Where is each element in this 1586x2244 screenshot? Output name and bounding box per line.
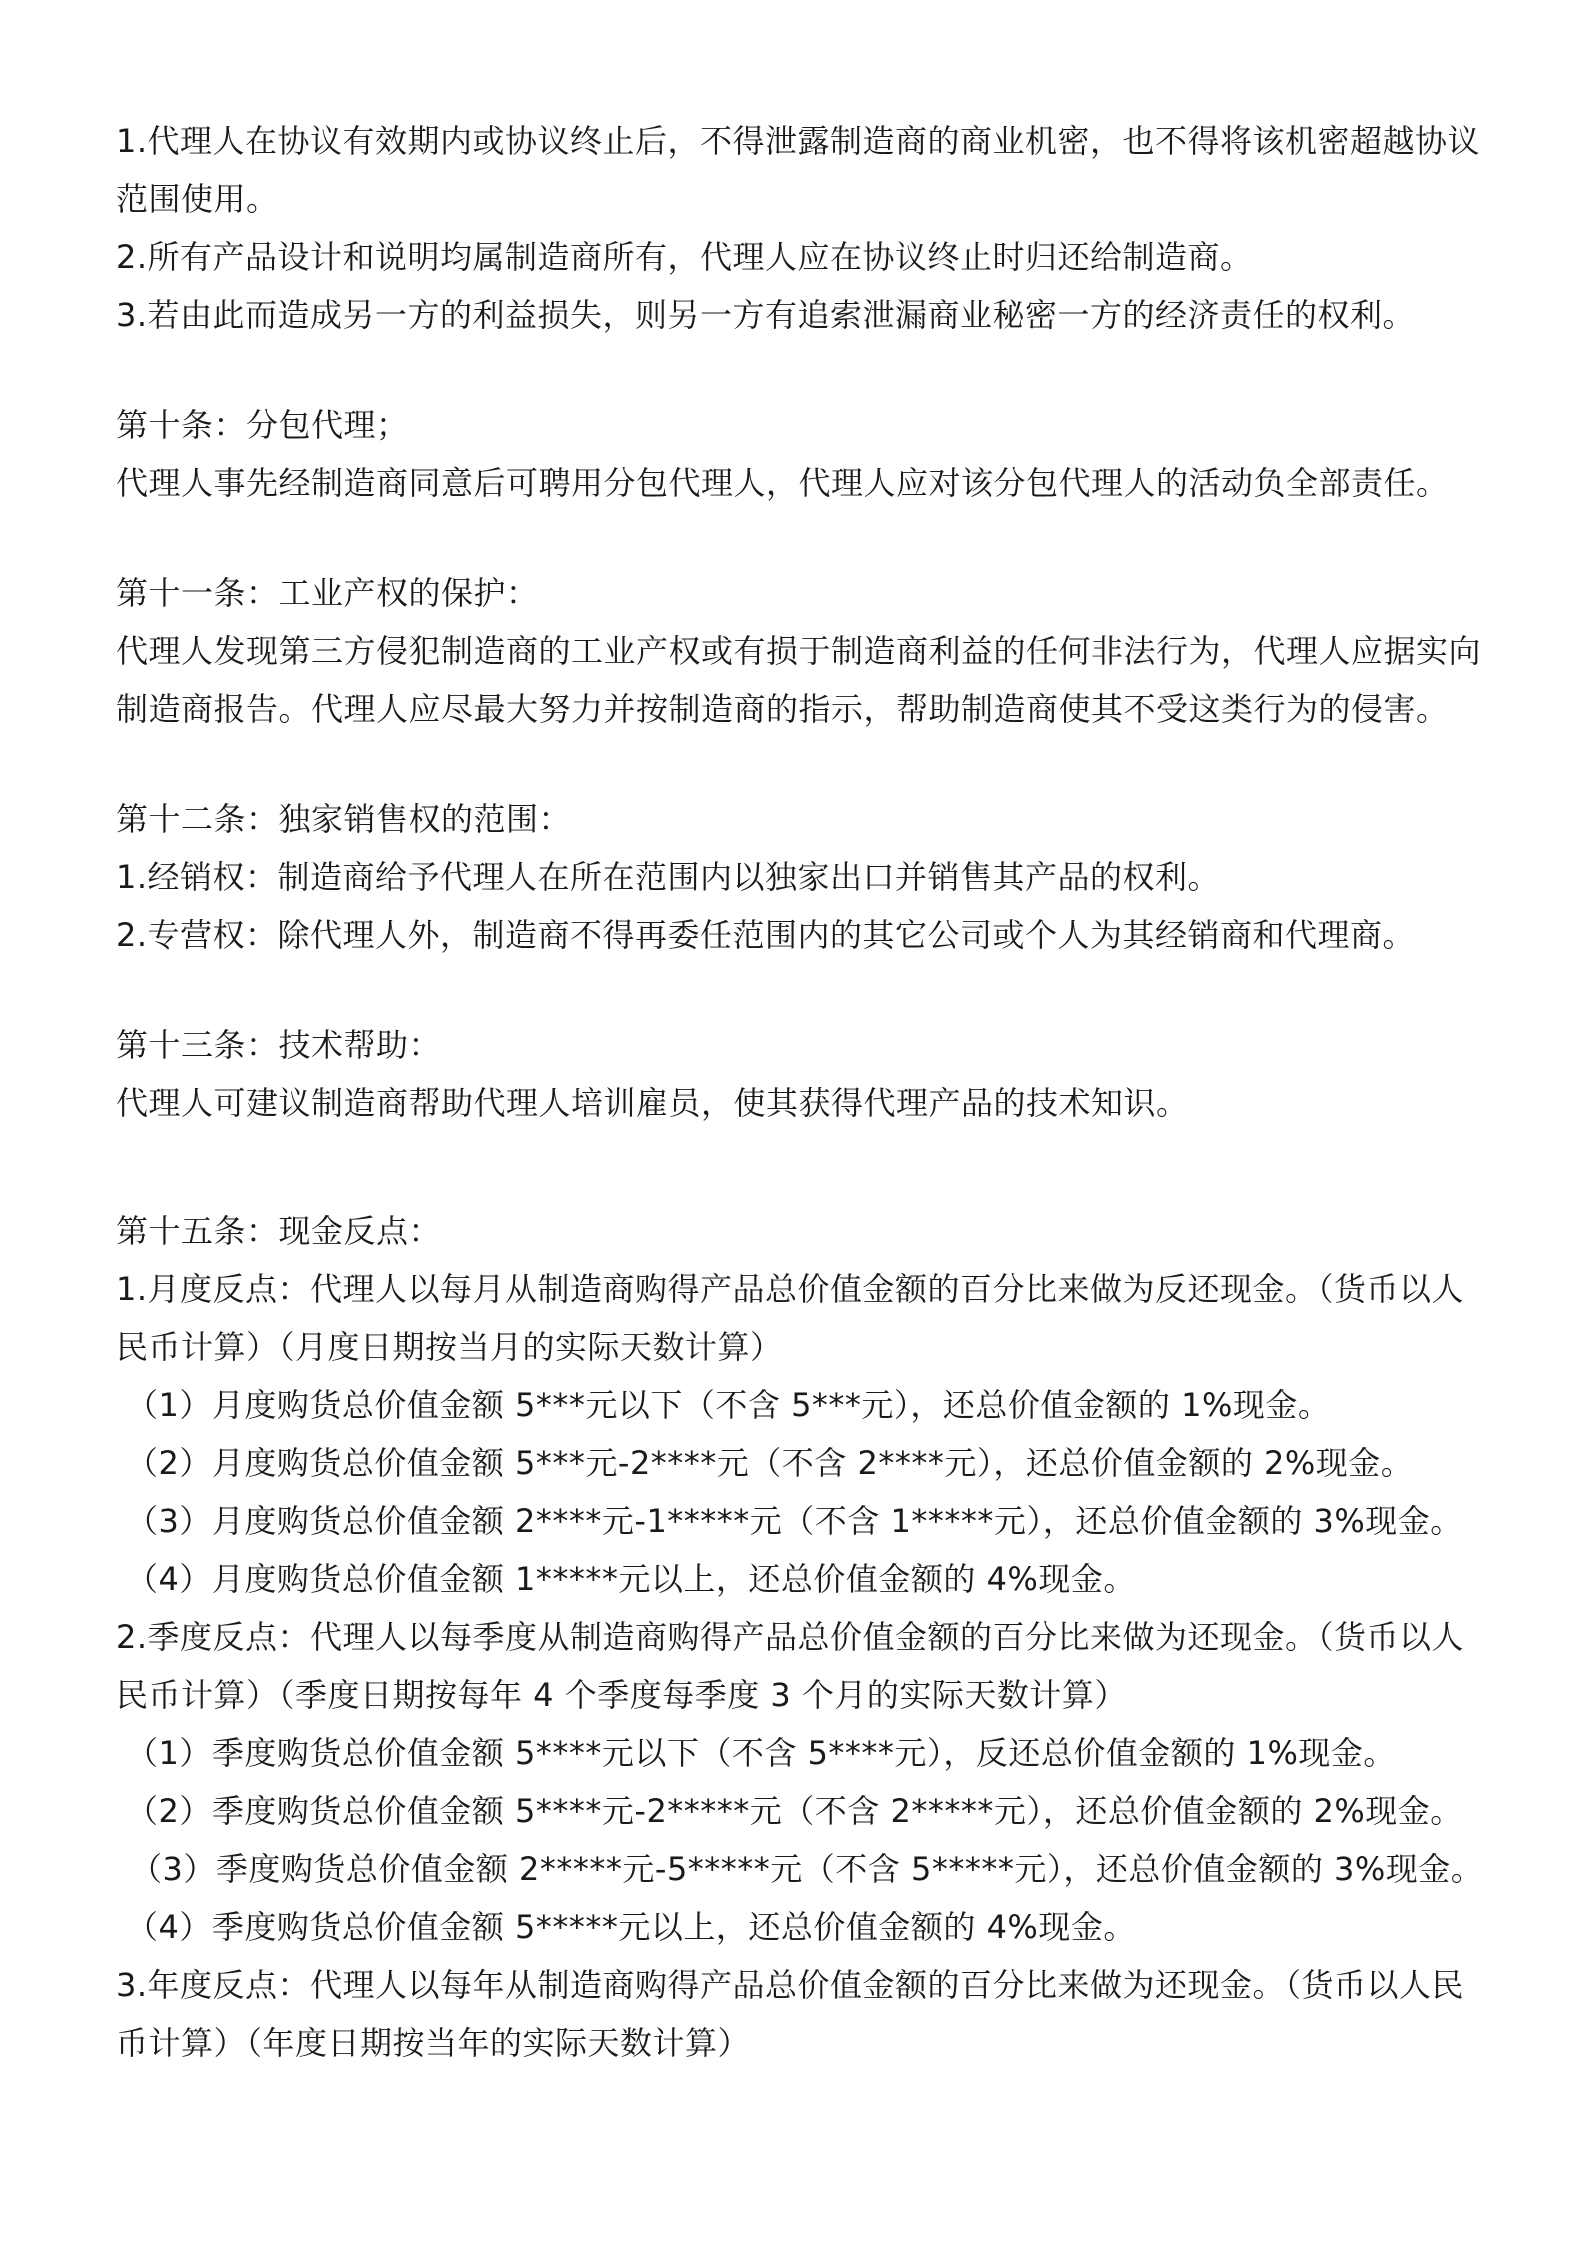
- clause12-title: 第十二条：独家销售权的范围：: [116, 800, 572, 838]
- clause13-body: 代理人可建议制造商帮助代理人培训雇员，使其获得代理产品的技术知识。: [116, 1084, 1189, 1122]
- clause15-monthly-item-3: （3）月度购货总价值金额 2****元-1*****元（不含 1*****元），还总价值金额的 3%现金。: [126, 1502, 1463, 1540]
- clause15-title: 第十五条：现金反点：: [116, 1212, 442, 1250]
- clause15-monthly-intro: 1.月度反点：代理人以每月从制造商购得产品总价值金额的百分比来做为反还现金。（货币以人民币计算）（月度日期按当月的实际天数计算）: [116, 1270, 1465, 1366]
- clause10-body: 代理人事先经制造商同意后可聘用分包代理人，代理人应对该分包代理人的活动负全部责任。: [116, 464, 1449, 502]
- clause15-quarterly-item-3: （3）季度购货总价值金额 2*****元-5*****元（不含 5*****元），还总价值金额的 3%现金。: [130, 1850, 1484, 1888]
- clause12-paragraph-1: 1.经销权：制造商给予代理人在所在范围内以独家出口并销售其产品的权利。: [116, 858, 1221, 896]
- clause9-paragraph-1: 1.代理人在协议有效期内或协议终止后，不得泄露制造商的商业机密，也不得将该机密超越协议范围使用。: [116, 122, 1481, 218]
- clause15-quarterly-item-1: （1）季度购货总价值金额 5****元以下（不含 5****元），反还总价值金额的 1%现金。: [126, 1734, 1396, 1772]
- clause15-quarterly-item-2: （2）季度购货总价值金额 5****元-2*****元（不含 2*****元），还总价值金额的 2%现金。: [126, 1792, 1463, 1830]
- clause15-quarterly-item-4: （4）季度购货总价值金额 5*****元以上，还总价值金额的 4%现金。: [126, 1908, 1136, 1946]
- clause15-monthly-item-2: （2）月度购货总价值金额 5***元-2****元（不含 2****元），还总价值金额的 2%现金。: [126, 1444, 1414, 1482]
- clause11-body: 代理人发现第三方侵犯制造商的工业产权或有损于制造商利益的任何非法行为，代理人应据实向制造商报告。代理人应尽最大努力并按制造商的指示，帮助制造商使其不受这类行为的侵害。: [116, 632, 1482, 728]
- clause15-monthly-item-1: （1）月度购货总价值金额 5***元以下（不含 5***元），还总价值金额的 1%现金。: [126, 1386, 1331, 1424]
- clause15-quarterly-intro: 2.季度反点：代理人以每季度从制造商购得产品总价值金额的百分比来做为还现金。（货币以人民币计算）（季度日期按每年 4 个季度每季度 3 个月的实际天数计算）: [116, 1618, 1465, 1714]
- clause11-title: 第十一条：工业产权的保护：: [116, 574, 539, 612]
- clause15-yearly-intro: 3.年度反点：代理人以每年从制造商购得产品总价值金额的百分比来做为还现金。（货币以人民币计算）（年度日期按当年的实际天数计算）: [116, 1966, 1465, 2062]
- clause9-paragraph-2: 2.所有产品设计和说明均属制造商所有，代理人应在协议终止时归还给制造商。: [116, 238, 1253, 276]
- clause9-paragraph-3: 3.若由此而造成另一方的利益损失，则另一方有追索泄漏商业秘密一方的经济责任的权利。: [116, 296, 1416, 334]
- clause15-monthly-item-4: （4）月度购货总价值金额 1*****元以上，还总价值金额的 4%现金。: [126, 1560, 1136, 1598]
- clause12-paragraph-2: 2.专营权：除代理人外，制造商不得再委任范围内的其它公司或个人为其经销商和代理商。: [116, 916, 1416, 954]
- clause10-title: 第十条：分包代理；: [116, 406, 409, 444]
- clause13-title: 第十三条：技术帮助：: [116, 1026, 442, 1064]
- document-page: [116, 112, 1496, 2072]
